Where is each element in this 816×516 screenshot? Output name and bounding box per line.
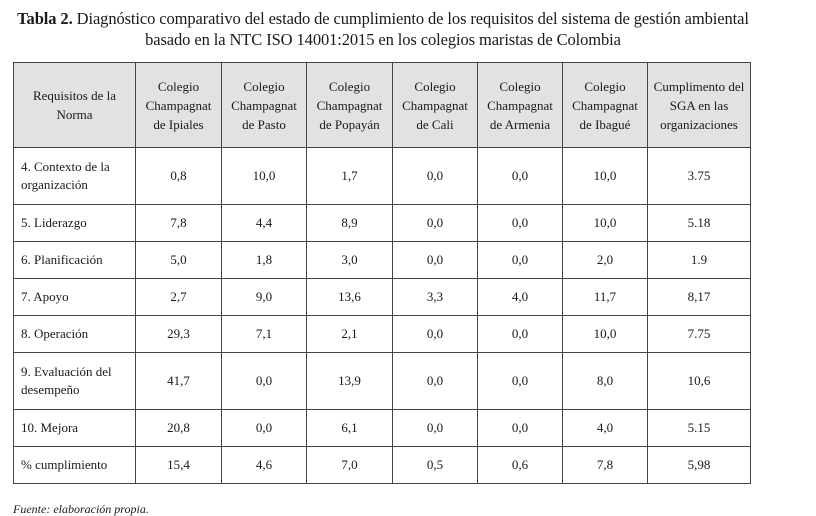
cell-value: 1.9 bbox=[648, 242, 751, 279]
cell-value: 0,0 bbox=[393, 242, 478, 279]
table-row bbox=[14, 316, 751, 353]
cell-value: 15,4 bbox=[136, 447, 222, 484]
cell-value: 8,9 bbox=[307, 205, 393, 242]
row-requirement: % cumplimiento bbox=[14, 447, 136, 484]
cell-value: 9,0 bbox=[222, 279, 307, 316]
cell-value: 4,0 bbox=[563, 410, 648, 447]
cell-value: 0,0 bbox=[478, 353, 563, 410]
cell-value: 3,3 bbox=[393, 279, 478, 316]
header-popayan: Colegio Champagnat de Popayán bbox=[307, 63, 393, 148]
cell-value: 7.75 bbox=[648, 316, 751, 353]
caption-text: Diagnóstico comparativo del estado de cumplimiento de los requisitos del sistema de gestión ambiental basado en la NTC ISO 14001:2015 en los colegios maristas de Colombia bbox=[76, 9, 749, 49]
cell-value: 3.75 bbox=[648, 148, 751, 205]
cell-value: 5,0 bbox=[136, 242, 222, 279]
table-row bbox=[14, 205, 751, 242]
cell-value: 8,17 bbox=[648, 279, 751, 316]
cell-value: 0,0 bbox=[393, 353, 478, 410]
cell-value: 7,0 bbox=[307, 447, 393, 484]
caption-label: Tabla 2. bbox=[17, 9, 73, 28]
header-row bbox=[14, 63, 751, 148]
cell-value: 2,7 bbox=[136, 279, 222, 316]
table-row-total bbox=[14, 447, 751, 484]
cell-value: 0,6 bbox=[478, 447, 563, 484]
cell-value: 10,0 bbox=[563, 316, 648, 353]
table-caption bbox=[8, 8, 758, 50]
cell-value: 3,0 bbox=[307, 242, 393, 279]
header-armenia: Colegio Champagnat de Armenia bbox=[478, 63, 563, 148]
cell-value: 0,0 bbox=[393, 205, 478, 242]
row-requirement: 10. Mejora bbox=[14, 410, 136, 447]
cell-value: 0,8 bbox=[136, 148, 222, 205]
cell-value: 2,0 bbox=[563, 242, 648, 279]
row-requirement: 9. Evaluación del desempeño bbox=[14, 353, 136, 410]
table-row bbox=[14, 410, 751, 447]
cell-value: 0,0 bbox=[478, 242, 563, 279]
cell-value: 0,0 bbox=[393, 148, 478, 205]
header-cali: Colegio Champagnat de Cali bbox=[393, 63, 478, 148]
cell-value: 13,9 bbox=[307, 353, 393, 410]
cell-value: 0,0 bbox=[478, 205, 563, 242]
cell-value: 4,6 bbox=[222, 447, 307, 484]
table-row bbox=[14, 148, 751, 205]
cell-value: 0,0 bbox=[222, 353, 307, 410]
cell-value: 7,8 bbox=[563, 447, 648, 484]
header-cumplimiento-sga: Cumplimento del SGA en las organizaciones bbox=[648, 63, 751, 148]
cell-value: 20,8 bbox=[136, 410, 222, 447]
row-requirement: 4. Contexto de la organización bbox=[14, 148, 136, 205]
cell-value: 0,0 bbox=[478, 316, 563, 353]
cell-value: 10,0 bbox=[563, 148, 648, 205]
header-pasto: Colegio Champagnat de Pasto bbox=[222, 63, 307, 148]
row-requirement: 5. Liderazgo bbox=[14, 205, 136, 242]
cell-value: 10,0 bbox=[563, 205, 648, 242]
cell-value: 41,7 bbox=[136, 353, 222, 410]
cell-value: 5.15 bbox=[648, 410, 751, 447]
cell-value: 0,0 bbox=[478, 410, 563, 447]
cell-value: 0,0 bbox=[393, 410, 478, 447]
cell-value: 5,98 bbox=[648, 447, 751, 484]
header-requisitos: Requisitos de la Norma bbox=[14, 63, 136, 148]
cell-value: 1,8 bbox=[222, 242, 307, 279]
cell-value: 0,0 bbox=[393, 316, 478, 353]
cell-value: 11,7 bbox=[563, 279, 648, 316]
cell-value: 6,1 bbox=[307, 410, 393, 447]
cell-value: 4,0 bbox=[478, 279, 563, 316]
cell-value: 29,3 bbox=[136, 316, 222, 353]
cell-value: 4,4 bbox=[222, 205, 307, 242]
header-ipiales: Colegio Champagnat de Ipiales bbox=[136, 63, 222, 148]
cell-value: 5.18 bbox=[648, 205, 751, 242]
row-requirement: 7. Apoyo bbox=[14, 279, 136, 316]
cell-value: 1,7 bbox=[307, 148, 393, 205]
source-note: Fuente: elaboración propia. bbox=[13, 502, 149, 516]
cell-value: 7,1 bbox=[222, 316, 307, 353]
cell-value: 2,1 bbox=[307, 316, 393, 353]
table-row bbox=[14, 242, 751, 279]
row-requirement: 6. Planificación bbox=[14, 242, 136, 279]
cell-value: 0,5 bbox=[393, 447, 478, 484]
table-row bbox=[14, 279, 751, 316]
cell-value: 0,0 bbox=[478, 148, 563, 205]
table-row bbox=[14, 353, 751, 410]
diagnostic-table bbox=[13, 62, 751, 484]
cell-value: 10,6 bbox=[648, 353, 751, 410]
row-requirement: 8. Operación bbox=[14, 316, 136, 353]
cell-value: 10,0 bbox=[222, 148, 307, 205]
cell-value: 0,0 bbox=[222, 410, 307, 447]
cell-value: 8,0 bbox=[563, 353, 648, 410]
cell-value: 7,8 bbox=[136, 205, 222, 242]
header-ibague: Colegio Champagnat de Ibagué bbox=[563, 63, 648, 148]
cell-value: 13,6 bbox=[307, 279, 393, 316]
